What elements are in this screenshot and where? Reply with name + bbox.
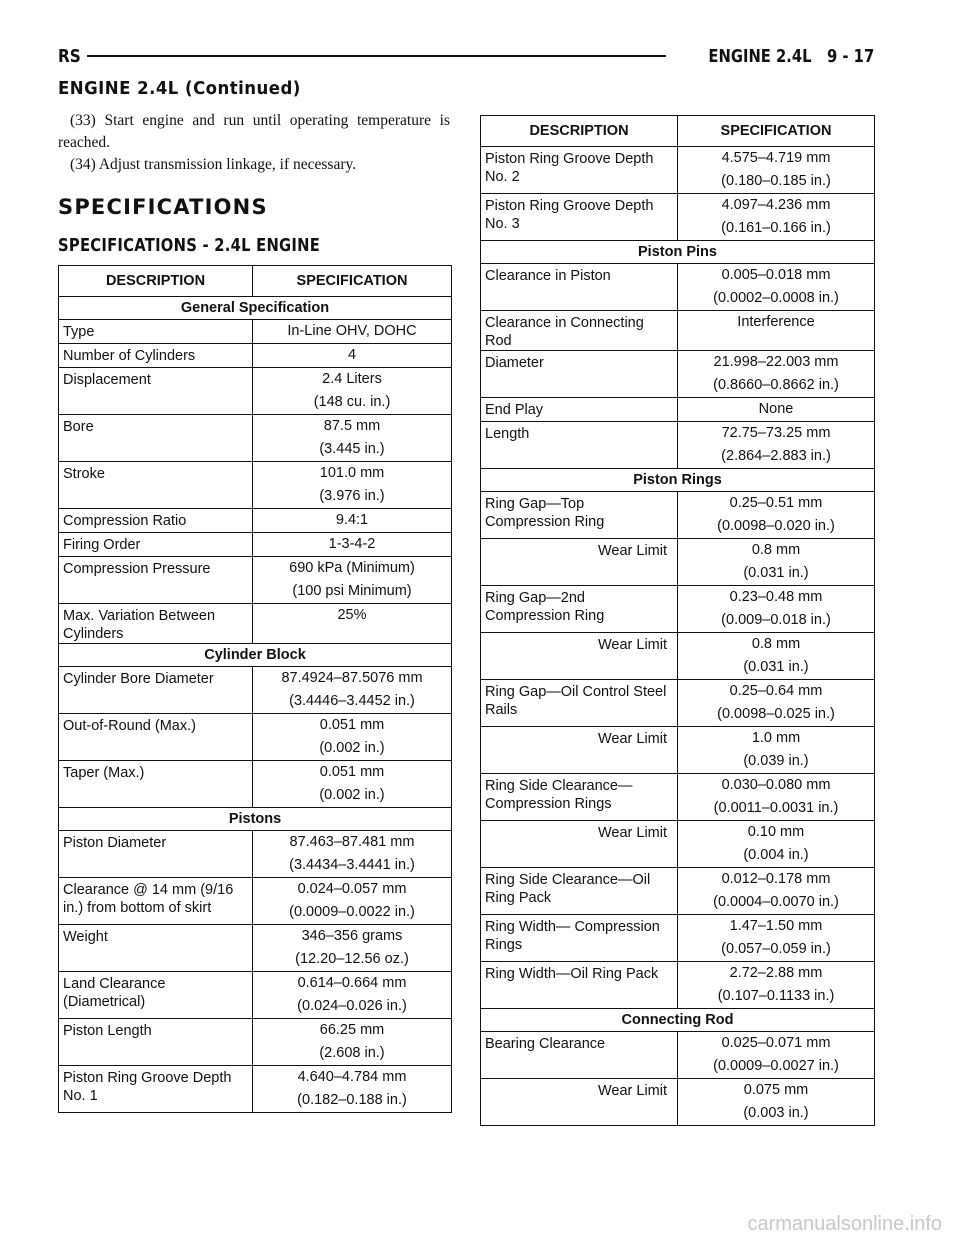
row-specification xyxy=(678,492,875,539)
row-description: Max. Variation Between Cylinders xyxy=(59,604,253,644)
spec-line: (0.8660–0.8662 in.) xyxy=(713,377,839,393)
row-description: Piston Diameter xyxy=(59,831,253,878)
row-description: Compression Ratio xyxy=(59,509,253,533)
header-rule xyxy=(87,55,666,57)
spec-line: 0.051 mm xyxy=(319,717,385,733)
row-specification xyxy=(678,868,875,915)
spec-line: 0.025–0.071 mm xyxy=(721,1035,831,1051)
row-specification xyxy=(253,509,452,533)
spec-line: (3.4434–3.4441 in.) xyxy=(289,857,415,873)
spec-line: 0.075 mm xyxy=(743,1082,809,1098)
row-specification xyxy=(253,714,452,761)
row-description: Compression Pressure xyxy=(59,557,253,604)
table-row xyxy=(481,633,875,680)
spec-line: 1.0 mm xyxy=(751,730,801,746)
spec-line: 0.051 mm xyxy=(319,764,385,780)
row-description: Wear Limit xyxy=(481,633,678,680)
section-row xyxy=(59,644,452,667)
spec-line: 2.72–2.88 mm xyxy=(729,965,823,981)
table-row xyxy=(59,368,452,415)
spec-line: (0.031 in.) xyxy=(743,565,809,581)
table-row xyxy=(481,492,875,539)
row-specification xyxy=(678,1079,875,1126)
spec-line: 9.4:1 xyxy=(335,512,369,528)
row-specification xyxy=(253,878,452,925)
running-header xyxy=(58,44,874,68)
spec-line: (0.003 in.) xyxy=(743,1105,809,1121)
spec-table-right xyxy=(480,115,875,1126)
spec-line: (2.864–2.883 in.) xyxy=(721,448,831,464)
spec-line: 0.8 mm xyxy=(751,542,801,558)
spec-line: (3.445 in.) xyxy=(319,441,385,457)
row-specification xyxy=(253,604,452,644)
column-header-description: DESCRIPTION xyxy=(59,266,253,297)
section-row xyxy=(59,808,452,831)
spec-line: In-Line OHV, DOHC xyxy=(287,323,417,339)
table-row xyxy=(59,878,452,925)
table-row xyxy=(59,557,452,604)
section-row xyxy=(481,469,875,492)
spec-line: 87.4924–87.5076 mm xyxy=(281,670,423,686)
spec-line: (0.180–0.185 in.) xyxy=(721,173,831,189)
spec-line: 4.097–4.236 mm xyxy=(721,197,831,213)
spec-line: 66.25 mm xyxy=(319,1022,385,1038)
table-row xyxy=(481,1079,875,1126)
section-label: Connecting Rod xyxy=(481,1009,875,1032)
row-specification xyxy=(253,415,452,462)
watermark: carmanualsonline.info xyxy=(747,1213,942,1235)
spec-line: (0.0098–0.020 in.) xyxy=(717,518,835,534)
row-specification xyxy=(678,539,875,586)
section-label: Piston Rings xyxy=(481,469,875,492)
section-label: General Specification xyxy=(59,297,452,320)
table-row xyxy=(59,509,452,533)
row-description: Ring Side Clearance—Oil Ring Pack xyxy=(481,868,678,915)
table-row xyxy=(59,533,452,557)
spec-line: (0.002 in.) xyxy=(319,787,385,803)
spec-line: (3.976 in.) xyxy=(319,488,385,504)
section-label: Pistons xyxy=(59,808,452,831)
table-row xyxy=(59,972,452,1019)
row-description: Stroke xyxy=(59,462,253,509)
table-row xyxy=(481,194,875,241)
spec-line: (0.0002–0.0008 in.) xyxy=(713,290,839,306)
row-description: Wear Limit xyxy=(481,821,678,868)
table-row xyxy=(481,539,875,586)
row-description: Piston Ring Groove Depth No. 2 xyxy=(481,147,678,194)
spec-line: 0.024–0.057 mm xyxy=(297,881,407,897)
row-description: Weight xyxy=(59,925,253,972)
spec-line: (0.031 in.) xyxy=(743,659,809,675)
row-specification xyxy=(253,667,452,714)
row-specification xyxy=(253,462,452,509)
step-33: (33) Start engine and run until operating temperature is reached. xyxy=(58,112,450,151)
spec-line: 2.4 Liters xyxy=(322,371,382,387)
spec-line: (2.608 in.) xyxy=(319,1045,385,1061)
spec-line: (0.0004–0.0070 in.) xyxy=(713,894,839,910)
spec-line: 25% xyxy=(337,607,367,623)
row-description: Ring Side Clearance— Compression Rings xyxy=(481,774,678,821)
spec-line: (148 cu. in.) xyxy=(313,394,391,410)
spec-line: 72.75–73.25 mm xyxy=(721,425,831,441)
table-row xyxy=(481,586,875,633)
table-row xyxy=(59,714,452,761)
row-specification xyxy=(253,1019,452,1066)
row-specification xyxy=(678,147,875,194)
column-header-description: DESCRIPTION xyxy=(481,116,678,147)
row-specification xyxy=(253,557,452,604)
table-row xyxy=(481,680,875,727)
spec-line: 4.640–4.784 mm xyxy=(297,1069,407,1085)
header-page-number: 9 - 17 xyxy=(826,45,874,67)
spec-line: 87.5 mm xyxy=(323,418,381,434)
row-description: Ring Gap—Top Compression Ring xyxy=(481,492,678,539)
table-heading: SPECIFICATIONS - 2.4L ENGINE xyxy=(58,235,321,256)
row-description: Out-of-Round (Max.) xyxy=(59,714,253,761)
spec-line: (0.0098–0.025 in.) xyxy=(717,706,835,722)
spec-line: 0.8 mm xyxy=(751,636,801,652)
table-row xyxy=(481,422,875,469)
row-description: Bore xyxy=(59,415,253,462)
row-description: Clearance @ 14 mm (9/16 in.) from bottom of skirt xyxy=(59,878,253,925)
spec-line: 0.25–0.64 mm xyxy=(729,683,823,699)
spec-line: None xyxy=(758,401,794,417)
row-specification xyxy=(678,586,875,633)
spec-line: (0.039 in.) xyxy=(743,753,809,769)
spec-line: 1.47–1.50 mm xyxy=(729,918,823,934)
spec-line: (0.004 in.) xyxy=(743,847,809,863)
spec-line: 101.0 mm xyxy=(319,465,385,481)
row-specification xyxy=(253,972,452,1019)
table-row xyxy=(481,1032,875,1079)
row-specification xyxy=(678,398,875,422)
table-row xyxy=(59,462,452,509)
spec-line: 0.012–0.178 mm xyxy=(721,871,831,887)
row-specification xyxy=(678,1032,875,1079)
row-description: Wear Limit xyxy=(481,539,678,586)
spec-line: 1-3-4-2 xyxy=(328,536,376,552)
row-specification xyxy=(678,962,875,1009)
section-row xyxy=(481,241,875,264)
row-specification xyxy=(253,533,452,557)
spec-line: 0.614–0.664 mm xyxy=(297,975,407,991)
spec-line: Interference xyxy=(737,314,815,330)
row-description: Ring Width— Compression Rings xyxy=(481,915,678,962)
table-row xyxy=(59,761,452,808)
row-description: Type xyxy=(59,320,253,344)
row-description: Taper (Max.) xyxy=(59,761,253,808)
row-specification xyxy=(253,925,452,972)
row-description: Wear Limit xyxy=(481,1079,678,1126)
row-description: Clearance in Connecting Rod xyxy=(481,311,678,351)
spec-line: (0.107–0.1133 in.) xyxy=(717,988,835,1004)
row-specification xyxy=(678,264,875,311)
row-description: Diameter xyxy=(481,351,678,398)
row-description: Clearance in Piston xyxy=(481,264,678,311)
row-specification xyxy=(678,821,875,868)
spec-line: 0.23–0.48 mm xyxy=(729,589,823,605)
header-section-page xyxy=(708,46,874,67)
column-header-specification: SPECIFICATION xyxy=(678,116,875,147)
row-specification xyxy=(678,422,875,469)
row-specification xyxy=(253,761,452,808)
header-model-code: RS xyxy=(58,45,81,67)
table-row xyxy=(59,1019,452,1066)
section-row xyxy=(59,297,452,320)
row-description: Piston Ring Groove Depth No. 1 xyxy=(59,1066,253,1113)
row-description: Number of Cylinders xyxy=(59,344,253,368)
spec-line: 0.005–0.018 mm xyxy=(721,267,831,283)
row-description: Land Clearance (Diametrical) xyxy=(59,972,253,1019)
spec-line: (0.009–0.018 in.) xyxy=(721,612,831,628)
row-description: Cylinder Bore Diameter xyxy=(59,667,253,714)
spec-line: 21.998–22.003 mm xyxy=(713,354,839,370)
spec-line: 346–356 grams xyxy=(301,928,403,944)
spec-line: 0.10 mm xyxy=(747,824,805,840)
row-description: Piston Length xyxy=(59,1019,253,1066)
table-row xyxy=(59,667,452,714)
spec-line: (0.0009–0.0022 in.) xyxy=(289,904,415,920)
table-row xyxy=(481,962,875,1009)
spec-line: (0.024–0.026 in.) xyxy=(297,998,407,1014)
row-specification xyxy=(678,680,875,727)
table-row xyxy=(59,344,452,368)
table-row xyxy=(59,415,452,462)
section-heading: SPECIFICATIONS xyxy=(58,195,268,219)
row-specification xyxy=(253,831,452,878)
row-description: Displacement xyxy=(59,368,253,415)
row-specification xyxy=(678,194,875,241)
table-row xyxy=(59,320,452,344)
row-description: Firing Order xyxy=(59,533,253,557)
row-description: Wear Limit xyxy=(481,727,678,774)
header-section: ENGINE 2.4L xyxy=(708,45,812,67)
column-header-specification: SPECIFICATION xyxy=(253,266,452,297)
spec-line: (0.057–0.059 in.) xyxy=(721,941,831,957)
table-row xyxy=(59,604,452,644)
section-row xyxy=(481,1009,875,1032)
table-row xyxy=(481,915,875,962)
row-description: Length xyxy=(481,422,678,469)
spec-line: (0.0011–0.0031 in.) xyxy=(713,800,839,816)
section-label: Piston Pins xyxy=(481,241,875,264)
table-row xyxy=(481,351,875,398)
row-description: End Play xyxy=(481,398,678,422)
table-row xyxy=(481,868,875,915)
spec-line: (0.002 in.) xyxy=(319,740,385,756)
row-description: Ring Gap—Oil Control Steel Rails xyxy=(481,680,678,727)
spec-line: 4.575–4.719 mm xyxy=(721,150,831,166)
spec-line: (3.4446–3.4452 in.) xyxy=(289,693,415,709)
row-specification xyxy=(678,311,875,351)
spec-line: 4 xyxy=(347,347,357,363)
row-specification xyxy=(253,1066,452,1113)
row-description: Bearing Clearance xyxy=(481,1032,678,1079)
table-row xyxy=(481,727,875,774)
table-row xyxy=(59,831,452,878)
spec-line: 0.25–0.51 mm xyxy=(729,495,823,511)
row-specification xyxy=(253,320,452,344)
row-specification xyxy=(253,344,452,368)
row-specification xyxy=(678,633,875,680)
row-description: Ring Gap—2nd Compression Ring xyxy=(481,586,678,633)
spec-table-left xyxy=(58,265,452,1113)
spec-line: 690 kPa (Minimum) xyxy=(289,560,415,576)
continued-title: ENGINE 2.4L (Continued) xyxy=(58,78,301,99)
spec-line: 87.463–87.481 mm xyxy=(289,834,415,850)
table-row xyxy=(59,925,452,972)
spec-line: (0.161–0.166 in.) xyxy=(721,220,831,236)
spec-line: (0.0009–0.0027 in.) xyxy=(713,1058,839,1074)
table-row xyxy=(481,398,875,422)
spec-line: (0.182–0.188 in.) xyxy=(297,1092,407,1108)
table-row xyxy=(481,147,875,194)
table-row xyxy=(481,774,875,821)
row-specification xyxy=(678,727,875,774)
table-row xyxy=(59,1066,452,1113)
spec-line: (12.20–12.56 oz.) xyxy=(295,951,409,967)
row-specification xyxy=(253,368,452,415)
step-34: (34) Adjust transmission linkage, if necessary. xyxy=(70,156,357,173)
row-specification xyxy=(678,774,875,821)
section-label: Cylinder Block xyxy=(59,644,452,667)
table-row xyxy=(481,311,875,351)
row-description: Piston Ring Groove Depth No. 3 xyxy=(481,194,678,241)
row-specification xyxy=(678,351,875,398)
row-description: Ring Width—Oil Ring Pack xyxy=(481,962,678,1009)
row-specification xyxy=(678,915,875,962)
spec-line: 0.030–0.080 mm xyxy=(721,777,831,793)
table-row xyxy=(481,264,875,311)
table-row xyxy=(481,821,875,868)
spec-line: (100 psi Minimum) xyxy=(292,583,412,599)
